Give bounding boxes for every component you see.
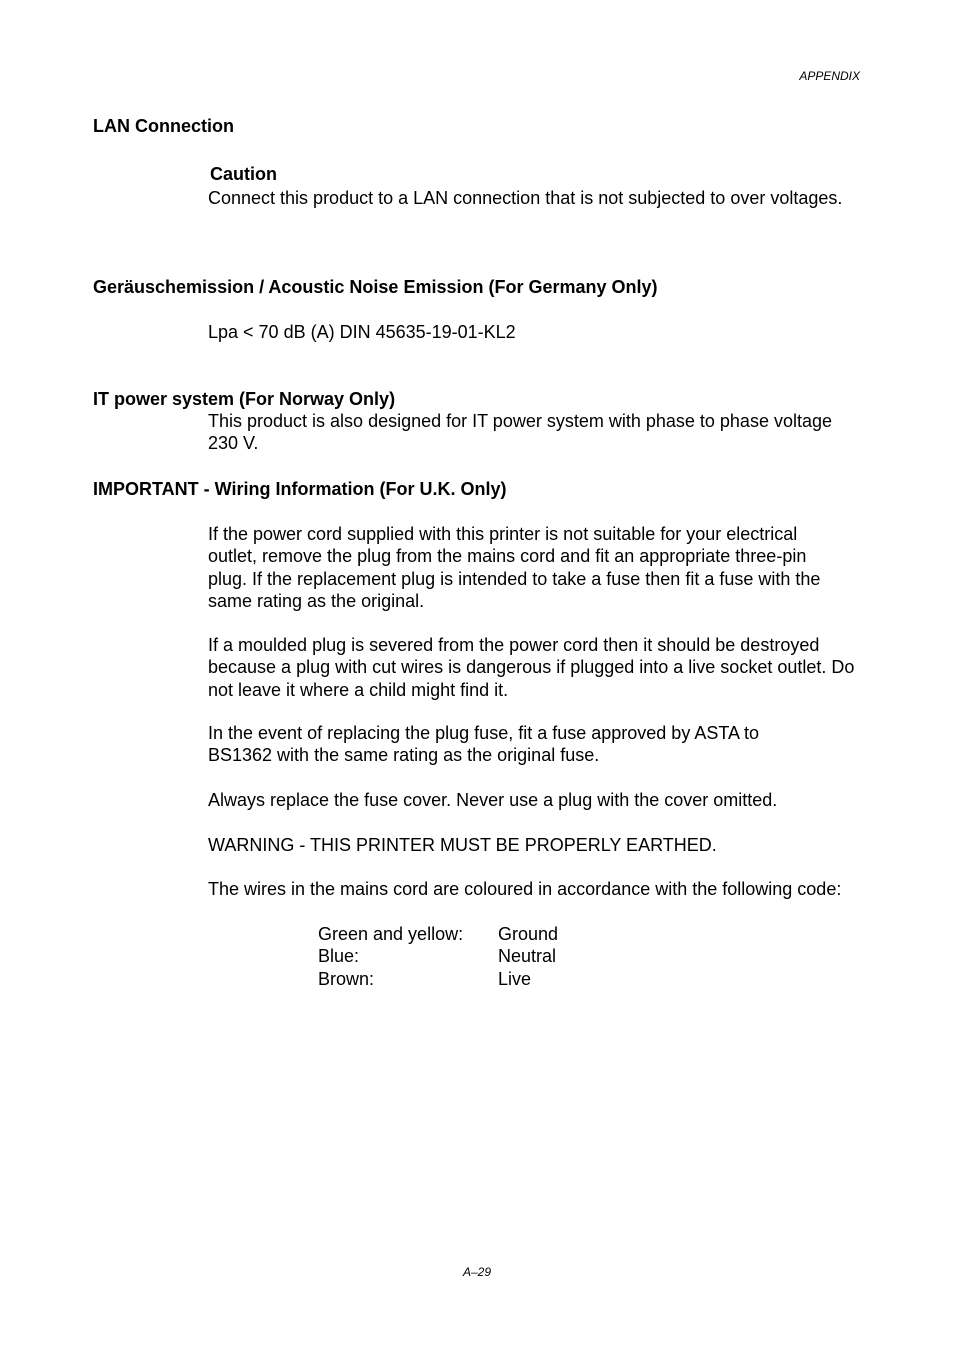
wire-color: Blue: (318, 946, 360, 967)
uk-paragraph-6: The wires in the mains cord are coloured in accordance with the following code: (208, 879, 842, 899)
lan-connection-heading: LAN Connection (93, 116, 234, 136)
uk-warning: WARNING - THIS PRINTER MUST BE PROPERLY EARTHED. (208, 835, 717, 855)
wire-row (318, 945, 558, 967)
page-number: A–29 (462, 1265, 492, 1279)
wire-meaning: Neutral (498, 946, 557, 967)
caution-title: Caution (210, 164, 277, 184)
norway-power-text: This product is also designed for IT power system with phase to phase voltage 230 V. (208, 411, 832, 454)
uk-paragraph-4: Always replace the fuse cover. Never use a plug with the cover omitted. (208, 790, 778, 810)
running-header: APPENDIX (799, 69, 860, 83)
norway-power-heading: IT power system (For Norway Only) (93, 389, 396, 409)
wire-color: Green and yellow: (318, 924, 464, 944)
noise-emission-heading: Geräuschemission / Acoustic Noise Emission (For Germany Only) (93, 277, 658, 297)
noise-emission-text: Lpa < 70 dB (A) DIN 45635-19-01-KL2 (208, 322, 516, 342)
uk-paragraph-2: If a moulded plug is severed from the power cord then it should be destroyed because a plug with cut wires is dangerous if plugged into a live socket outlet. Do not leave it where a child might find it. (208, 635, 855, 700)
uk-paragraph-1: If the power cord supplied with this printer is not suitable for your electrical outlet, remove the plug from the mains cord and fit an appropriate three-pin plug. If the replacement plug is intended to take a fuse then fit a fuse with the same rating as the original. (208, 524, 821, 612)
wire-color: Brown: (318, 968, 375, 989)
wire-meaning: Ground (498, 924, 559, 944)
caution-text: Connect this product to a LAN connection that is not subjected to over voltages. (208, 188, 843, 208)
wire-color-table (318, 923, 558, 990)
wire-meaning: Live (498, 968, 532, 989)
uk-paragraph-3: In the event of replacing the plug fuse, fit a fuse approved by ASTA to BS1362 with the same rating as the original fuse. (208, 723, 760, 766)
wire-row (318, 968, 558, 990)
wire-row (318, 923, 558, 945)
uk-wiring-heading: IMPORTANT - Wiring Information (For U.K. Only) (93, 479, 507, 499)
